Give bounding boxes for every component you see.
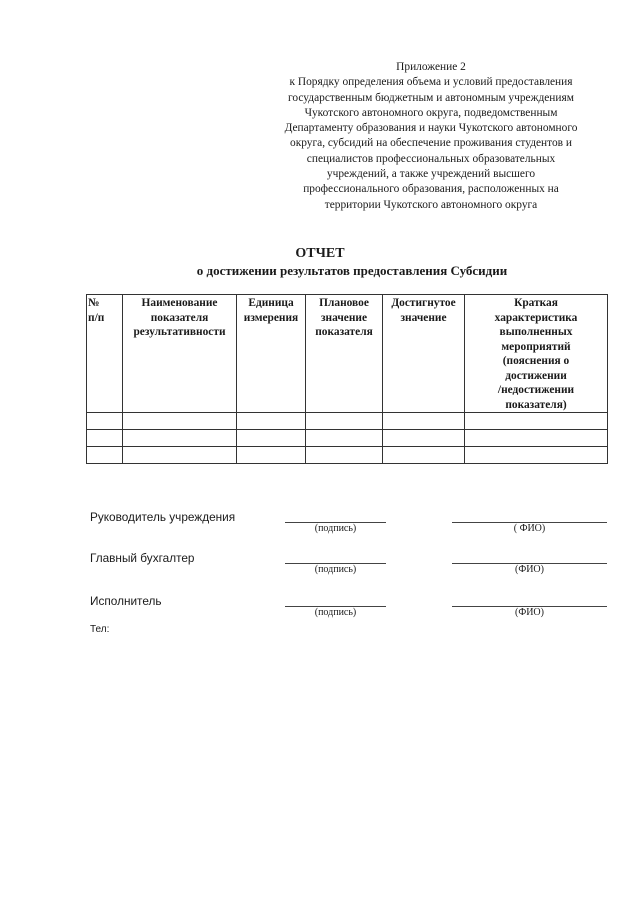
table-cell[interactable] — [383, 413, 465, 430]
header-indicator-name: Наименование показателя результативности — [123, 295, 237, 413]
table-header-row — [87, 295, 608, 413]
table-cell[interactable] — [237, 413, 306, 430]
header-description: Краткая характеристика выполненных мероприятий (пояснения о достижении /недостижении показателя) — [465, 295, 608, 413]
appendix-line: округа, субсидий на обеспечение проживания студентов и — [290, 137, 572, 150]
table-cell[interactable] — [87, 447, 123, 464]
report-title: ОТЧЕТ — [295, 246, 345, 261]
appendix-line: к Порядку определения объема и условий предоставления — [289, 76, 573, 89]
appendix-line: учреждений, а также учреждений высшего — [326, 168, 536, 181]
table-cell[interactable] — [465, 447, 608, 464]
table-cell[interactable] — [123, 430, 237, 447]
signature-caption: (подпись) — [314, 564, 357, 575]
table-cell[interactable] — [87, 413, 123, 430]
table-cell[interactable] — [123, 413, 237, 430]
signature-row-head — [90, 510, 610, 534]
name-caption: (ФИО) — [514, 607, 544, 618]
appendix-line: специалистов профессиональных образовательных — [306, 152, 556, 165]
table-cell[interactable] — [87, 430, 123, 447]
signature-row-executor — [90, 594, 610, 618]
signature-label: Главный бухгалтер — [90, 551, 195, 565]
appendix-line: государственным бюджетным и автономным учреждениям — [288, 91, 574, 104]
table-cell[interactable] — [237, 447, 306, 464]
header-number: № п/п — [87, 295, 123, 413]
name-caption: (ФИО) — [514, 564, 544, 575]
appendix-header — [255, 60, 607, 213]
table-cell[interactable] — [465, 413, 608, 430]
table-row — [87, 413, 608, 430]
header-planned-value: Плановое значение показателя — [306, 295, 383, 413]
table-cell[interactable] — [306, 447, 383, 464]
appendix-line: территории Чукотского автономного округа — [324, 198, 538, 211]
table-row — [87, 430, 608, 447]
signature-caption: (подпись) — [314, 607, 357, 618]
table-cell[interactable] — [237, 430, 306, 447]
table-cell[interactable] — [306, 413, 383, 430]
appendix-line: профессионального образования, расположенных на — [303, 183, 559, 196]
header-achieved-value: Достигнутое значение — [383, 295, 465, 413]
appendix-line: Чукотского автономного округа, подведомственным — [304, 106, 558, 119]
name-caption: ( ФИО) — [513, 523, 546, 534]
signature-label: Руководитель учреждения — [90, 510, 236, 524]
signature-caption: (подпись) — [314, 523, 357, 534]
report-subtitle-wrap — [0, 262, 640, 279]
header-unit: Единица измерения — [237, 295, 306, 413]
report-subtitle: о достижении результатов предоставления Субсидии — [196, 263, 508, 278]
table-cell[interactable] — [383, 430, 465, 447]
appendix-line: Департаменту образования и науки Чукотского автономного — [284, 122, 578, 135]
table-cell[interactable] — [465, 430, 608, 447]
indicators-table — [86, 294, 608, 464]
appendix-line: Приложение 2 — [396, 61, 466, 73]
table-cell[interactable] — [123, 447, 237, 464]
signature-label: Исполнитель — [90, 594, 162, 608]
signature-row-accountant — [90, 551, 610, 575]
table-cell[interactable] — [306, 430, 383, 447]
tel-label: Тел: — [90, 624, 110, 635]
table-row — [87, 447, 608, 464]
table-cell[interactable] — [383, 447, 465, 464]
